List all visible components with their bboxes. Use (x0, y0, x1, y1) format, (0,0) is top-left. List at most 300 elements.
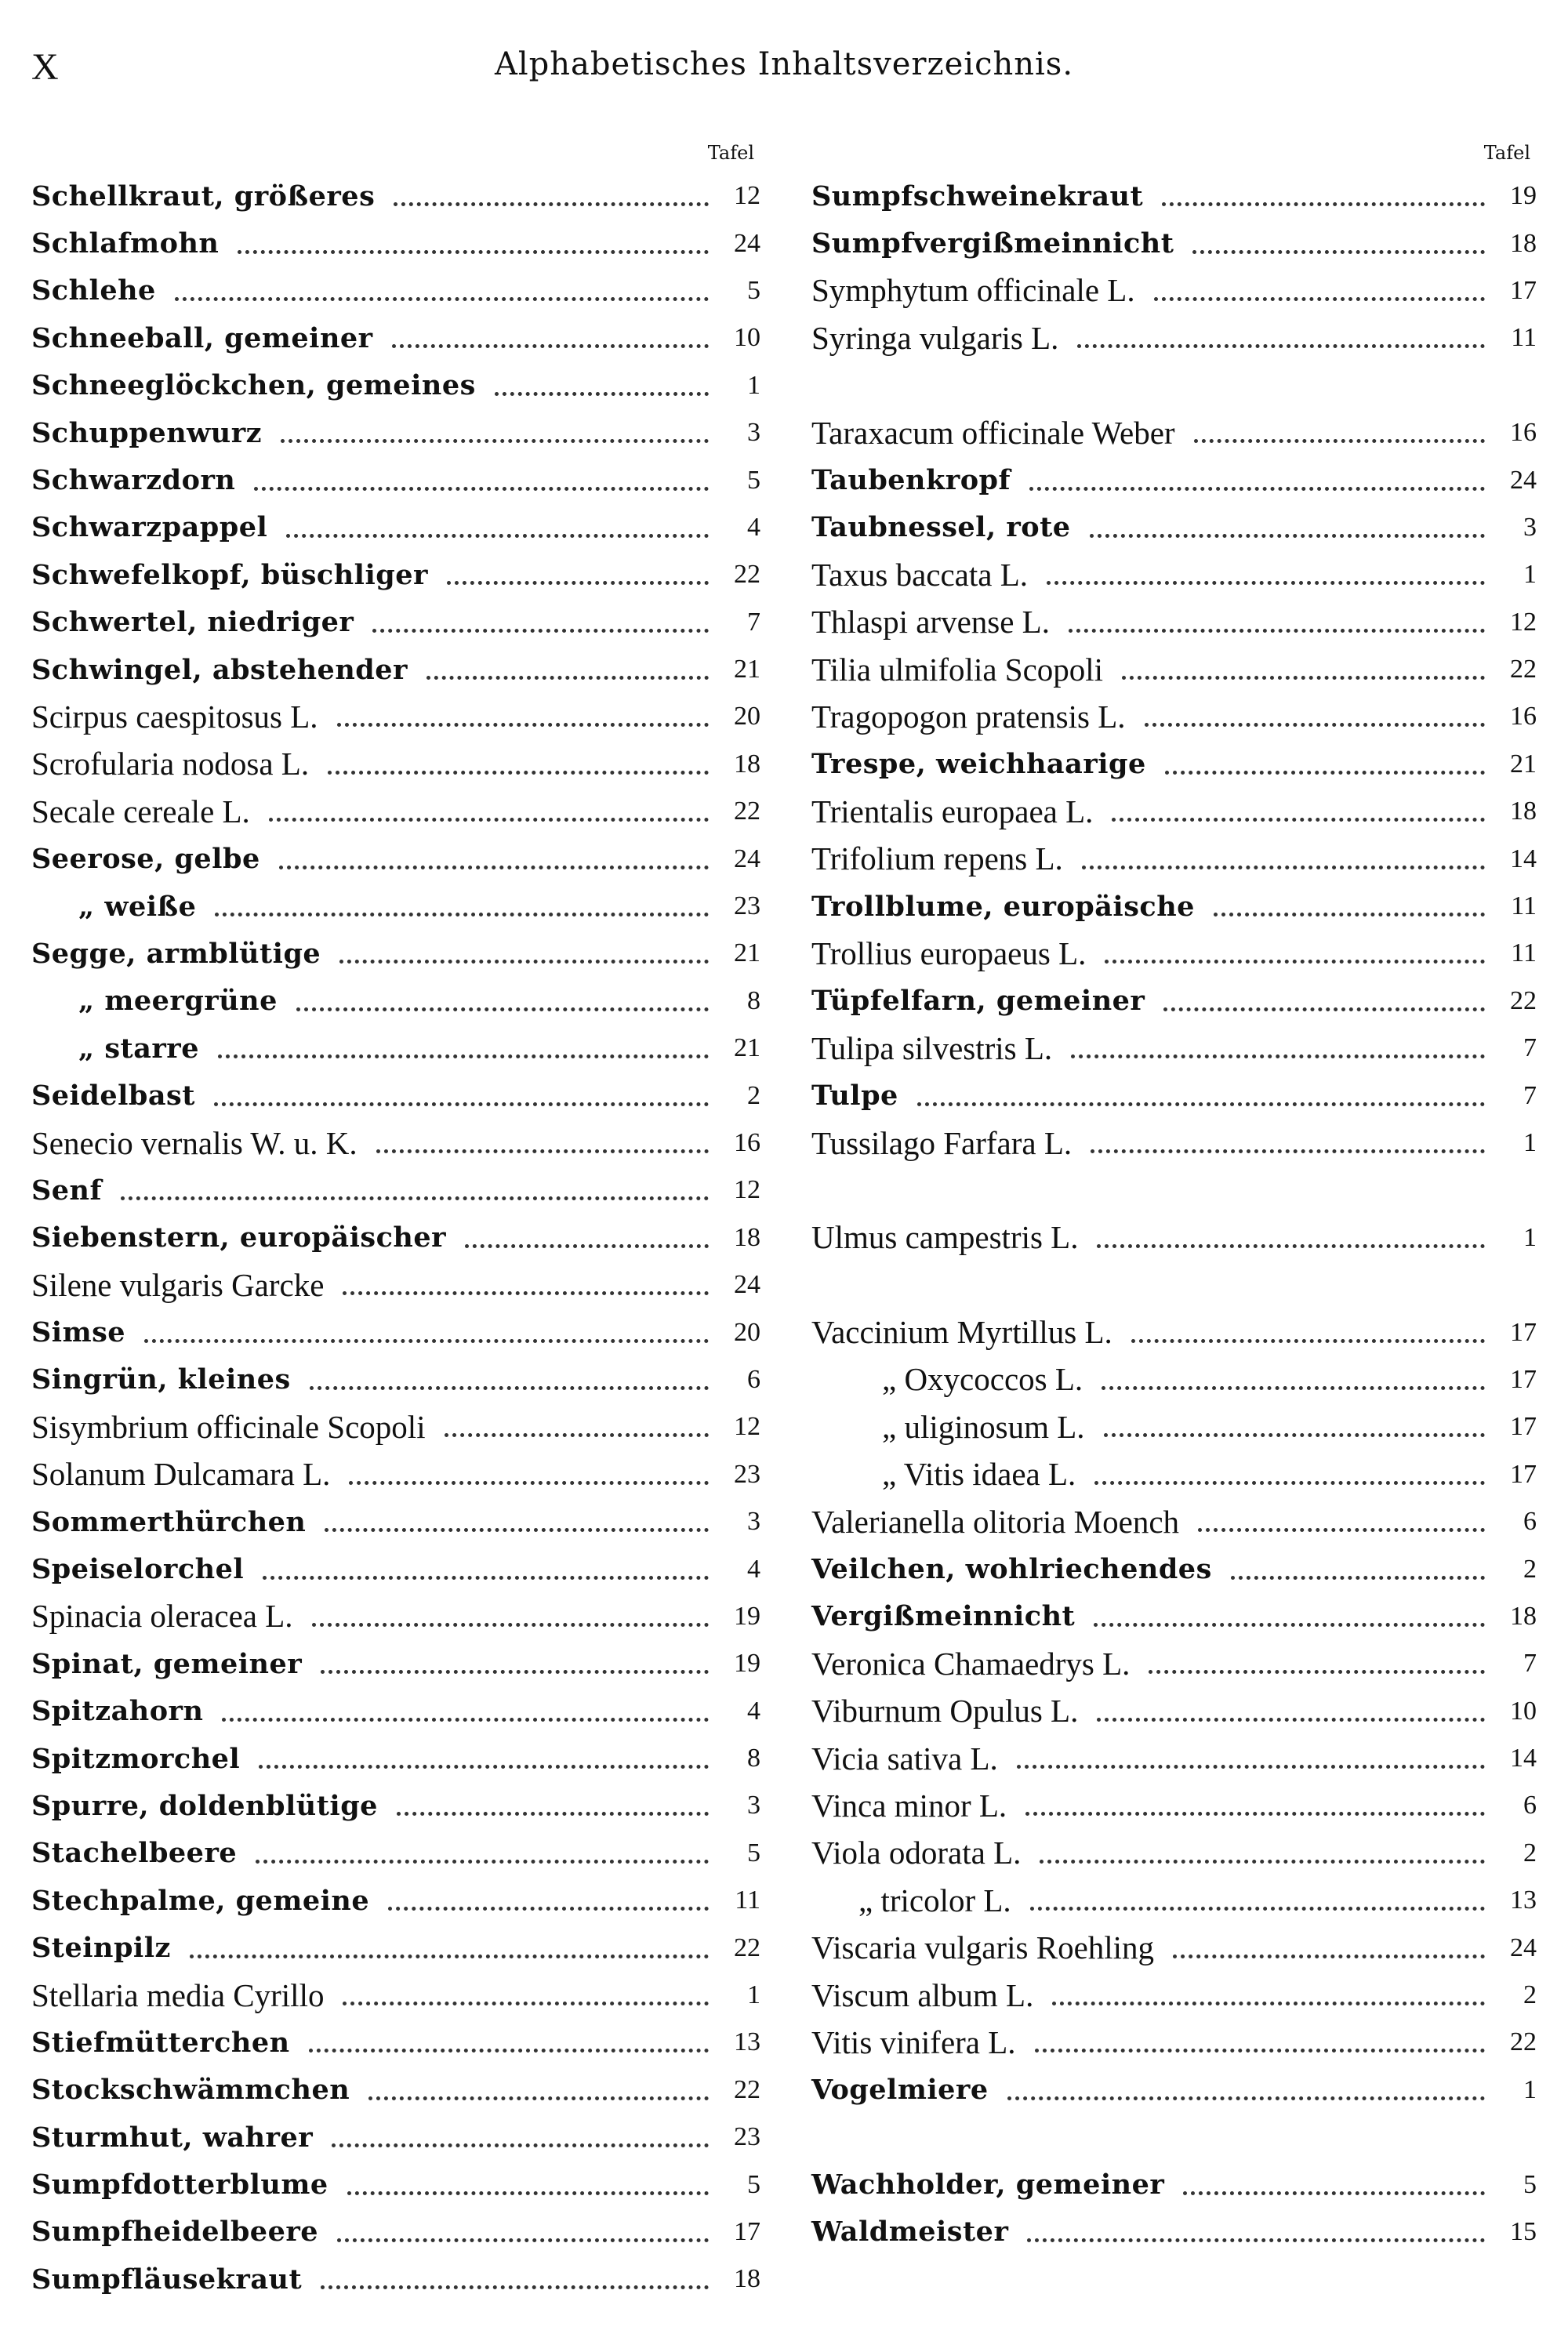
dot-leader (388, 1906, 709, 1911)
plate-column-heading: Tafel (1483, 142, 1530, 164)
plate-number: 17 (1510, 1364, 1537, 1394)
index-entry-list (811, 172, 1537, 2256)
plate-number: 8 (747, 1744, 760, 1773)
dot-leader (1077, 343, 1485, 348)
plate-number: 18 (734, 1222, 760, 1252)
entry-name: Stellaria media Cyrillo (31, 1976, 325, 2013)
entry-name: Vicia sativa L. (811, 1740, 998, 1777)
index-entry (811, 741, 1537, 788)
entry-name: Sumpfvergißmeinnicht (811, 227, 1174, 260)
entry-name: Senf (31, 1174, 103, 1207)
dot-leader (190, 1954, 709, 1958)
plate-number: 23 (734, 891, 760, 921)
entry-name: Vergißmeinnicht (811, 1600, 1076, 1633)
index-entry (811, 2067, 1537, 2114)
entry-name: „ Oxycoccos L. (882, 1361, 1083, 1398)
dot-leader (426, 675, 709, 680)
dot-leader (1082, 865, 1485, 869)
plate-number: 11 (1511, 938, 1537, 968)
plate-number: 17 (1510, 1412, 1537, 1442)
entry-name: Schlafmohn (31, 227, 220, 260)
plate-number: 23 (734, 1459, 760, 1489)
entry-name: „ uliginosum L. (882, 1408, 1085, 1445)
index-entry (31, 1403, 760, 1450)
entry-name: Spinat, gemeiner (31, 1647, 303, 1680)
dot-leader (445, 1432, 709, 1437)
entry-name: Sturmhut, wahrer (31, 2121, 314, 2154)
index-entry (811, 1120, 1537, 1167)
entry-name: Taubenkropf (811, 464, 1011, 497)
entry-name: Tragopogon pratensis L. (811, 698, 1126, 735)
index-entry (811, 930, 1537, 977)
plate-number: 18 (1510, 797, 1537, 826)
index-entry (31, 646, 760, 693)
index-entry (31, 1545, 760, 1592)
dot-leader (347, 2190, 709, 2195)
entry-name: Thlaspi arvense L. (811, 604, 1050, 641)
index-entry (31, 2019, 760, 2066)
dot-leader (214, 1102, 709, 1106)
index-entry (31, 1924, 760, 1971)
entry-name: Veilchen, wohlriechendes (811, 1553, 1212, 1586)
plate-number: 22 (1510, 655, 1537, 684)
dot-leader (1025, 1811, 1485, 1816)
entry-name: Valerianella olitoria Moench (811, 1503, 1180, 1540)
plate-number: 13 (1510, 1886, 1537, 1915)
dot-leader (343, 1290, 709, 1295)
index-entry (31, 978, 760, 1025)
index-entry (31, 1593, 760, 1640)
dot-leader (238, 249, 709, 254)
index-entry (811, 551, 1537, 598)
plate-number: 7 (747, 607, 760, 637)
plate-number: 1 (1523, 1128, 1537, 1157)
entry-name: Singrün, kleines (31, 1363, 291, 1396)
dot-leader (312, 1622, 709, 1627)
index-entry (31, 2209, 760, 2256)
dot-leader (376, 1149, 709, 1153)
dot-leader (1030, 1906, 1485, 1911)
index-entry (31, 1782, 760, 1829)
page-number: X (31, 46, 59, 88)
index-entry (811, 835, 1537, 882)
dot-leader (1052, 2001, 1485, 2005)
index-entry (811, 1877, 1537, 1924)
dot-leader (321, 2285, 709, 2289)
entry-name: Viscaria vulgaris Roehling (811, 1929, 1155, 1966)
plate-number: 20 (734, 1317, 760, 1347)
dot-leader (1040, 1859, 1485, 1864)
plate-number: 13 (734, 2027, 760, 2057)
entry-name: Vinca minor L. (811, 1787, 1007, 1824)
entry-name: Syringa vulgaris L. (811, 319, 1059, 356)
entry-name: Stiefmütterchen (31, 2026, 290, 2059)
index-entry (811, 599, 1537, 646)
index-spacer (811, 1261, 1537, 1308)
plate-number: 17 (734, 2216, 760, 2246)
index-entry (31, 2256, 760, 2303)
index-entry (811, 1498, 1537, 1545)
entry-name: Schwertel, niedriger (31, 606, 354, 639)
index-entry (31, 1120, 760, 1167)
entry-name: Wachholder, gemeiner (811, 2169, 1165, 2201)
entry-name: „ Vitis idaea L. (882, 1456, 1076, 1493)
index-entry (811, 1545, 1537, 1592)
index-entry (31, 1261, 760, 1308)
index-spacer (811, 1167, 1537, 1214)
index-entry (811, 693, 1537, 740)
index-entry (31, 2067, 760, 2114)
dot-leader (1035, 2048, 1485, 2053)
page-header (0, 0, 1568, 110)
plate-number: 4 (747, 1696, 760, 1726)
entry-name: Spurre, doldenblütige (31, 1789, 378, 1822)
index-entry (811, 267, 1537, 314)
entry-name: Sumpfläusekraut (31, 2263, 303, 2296)
plate-number: 1 (1523, 1222, 1537, 1252)
index-entry (31, 930, 760, 977)
dot-leader (1192, 249, 1485, 254)
entry-name: Schwarzdorn (31, 464, 236, 497)
plate-number: 10 (1510, 1696, 1537, 1726)
dot-leader (296, 1007, 709, 1011)
entry-name: Schwarzpappel (31, 511, 268, 544)
plate-number: 18 (1510, 1601, 1537, 1631)
entry-name: Scirpus caespitosus L. (31, 698, 318, 735)
plate-number: 10 (734, 323, 760, 353)
index-entry (811, 978, 1537, 1025)
index-entry (31, 835, 760, 882)
plate-number: 22 (734, 1933, 760, 1962)
entry-name: Solanum Dulcamara L. (31, 1456, 331, 1493)
entry-name: Schwefelkopf, büschliger (31, 558, 428, 591)
entry-name: Stachelbeere (31, 1837, 238, 1870)
entry-name: Taxus baccata L. (811, 556, 1029, 593)
index-entry (811, 646, 1537, 693)
plate-number: 12 (734, 181, 760, 211)
index-entry (31, 362, 760, 409)
index-entry (811, 1025, 1537, 1072)
dot-leader (1131, 1338, 1485, 1343)
index-entry (31, 1451, 760, 1498)
entry-name: „ starre (78, 1032, 200, 1065)
plate-number: 16 (1510, 702, 1537, 731)
entry-name: Tussilago Farfara L. (811, 1124, 1073, 1161)
dot-leader (1069, 628, 1485, 633)
plate-number: 2 (1523, 1838, 1537, 1867)
entry-name: Seerose, gelbe (31, 843, 260, 876)
entry-name: Siebenstern, europäischer (31, 1221, 447, 1254)
entry-name: Senecio vernalis W. u. K. (31, 1124, 358, 1161)
plate-number: 21 (1510, 749, 1537, 779)
plate-number: 1 (1523, 560, 1537, 590)
plate-number: 4 (747, 512, 760, 542)
index-entry (31, 741, 760, 788)
dot-leader (392, 343, 709, 348)
entry-name: Viola odorata L. (811, 1835, 1022, 1871)
entry-name: Tulpe (811, 1080, 898, 1112)
dot-leader (394, 201, 709, 206)
index-entry (31, 314, 760, 361)
index-entry (31, 693, 760, 740)
plate-number: 22 (734, 2074, 760, 2104)
index-entry (31, 1214, 760, 1261)
index-entry (31, 1972, 760, 2019)
plate-number: 3 (747, 418, 760, 448)
index-entry (31, 551, 760, 598)
index-column-right (811, 133, 1537, 2256)
dot-leader (1173, 1954, 1485, 1958)
entry-name: „ tricolor L. (858, 1882, 1011, 1918)
dot-leader (1090, 533, 1485, 538)
dot-leader (465, 1243, 709, 1248)
dot-leader (286, 533, 709, 538)
entry-name: „ weiße (78, 890, 197, 923)
index-entry (811, 456, 1537, 503)
plate-number: 7 (1523, 1649, 1537, 1679)
index-entry (811, 314, 1537, 361)
plate-number: 8 (747, 985, 760, 1015)
plate-number: 5 (747, 465, 760, 495)
dot-leader (1162, 201, 1485, 206)
entry-name: Scrofularia nodosa L. (31, 746, 310, 782)
dot-leader (121, 1196, 709, 1200)
index-entry (31, 599, 760, 646)
entry-name: Spinacia oleracea L. (31, 1598, 293, 1635)
entry-name: Stechpalme, gemeine (31, 1884, 370, 1917)
index-entry (31, 1830, 760, 1877)
plate-number: 18 (1510, 228, 1537, 258)
dot-leader (218, 1054, 709, 1058)
entry-name: Schellkraut, größeres (31, 180, 376, 212)
entry-name: Schuppenwurz (31, 416, 263, 449)
entry-name: Waldmeister (811, 2216, 1009, 2249)
entry-name: Ulmus campestris L. (811, 1219, 1079, 1256)
dot-leader (372, 628, 709, 633)
dot-leader (1149, 1669, 1485, 1674)
entry-name: Veronica Chamaedrys L. (811, 1645, 1131, 1682)
dot-leader (1154, 296, 1485, 301)
plate-number: 12 (1510, 607, 1537, 637)
index-entry (811, 409, 1537, 456)
index-entry (31, 1072, 760, 1119)
plate-number: 3 (747, 1507, 760, 1537)
entry-name: Seidelbast (31, 1080, 195, 1112)
plate-number: 21 (734, 655, 760, 684)
dot-leader (309, 2048, 709, 2053)
index-entry (811, 220, 1537, 267)
index-entry (31, 1688, 760, 1735)
plate-number: 22 (1510, 2027, 1537, 2057)
dot-leader (1112, 817, 1485, 822)
plate-number: 5 (747, 275, 760, 305)
index-entry (811, 883, 1537, 930)
index-entry (811, 1308, 1537, 1356)
dot-leader (1027, 2238, 1485, 2242)
dot-leader (1231, 1575, 1485, 1580)
entry-name: Vitis vinifera L. (811, 2024, 1016, 2060)
plate-number: 6 (1523, 1507, 1537, 1537)
dot-leader (1198, 1527, 1485, 1532)
plate-number: 7 (1523, 1033, 1537, 1063)
index-entry (31, 267, 760, 314)
plate-number: 5 (747, 1838, 760, 1867)
entry-name: Taraxacum officinale Weber (811, 414, 1175, 451)
index-entry (811, 1640, 1537, 1687)
index-entry-list (31, 172, 760, 2303)
index-entry (31, 883, 760, 930)
dot-leader (1214, 912, 1485, 916)
index-entry (31, 1640, 760, 1687)
dot-leader (1091, 1149, 1485, 1153)
plate-number: 19 (734, 1601, 760, 1631)
dot-leader (337, 722, 709, 727)
plate-number: 7 (1523, 1080, 1537, 1110)
dot-leader (495, 391, 709, 396)
entry-name: Silene vulgaris Garcke (31, 1266, 325, 1303)
index-entry (31, 1308, 760, 1356)
dot-leader (279, 865, 709, 869)
index-entry (31, 1877, 760, 1924)
index-entry (811, 2019, 1537, 2066)
index-entry (811, 1072, 1537, 1119)
plate-number: 19 (1510, 181, 1537, 211)
entry-name: Tulipa silvestris L. (811, 1029, 1053, 1066)
index-entry (811, 1403, 1537, 1450)
index-entry (31, 2161, 760, 2208)
page-title: Alphabetisches Inhaltsverzeichnis. (494, 46, 1074, 82)
entry-name: Vaccinium Myrtillus L. (811, 1314, 1112, 1351)
dot-leader (281, 438, 709, 443)
dot-leader (215, 912, 709, 916)
plate-number: 23 (734, 2122, 760, 2152)
plate-number: 24 (734, 844, 760, 873)
plate-number: 21 (734, 1033, 760, 1063)
dot-leader (447, 580, 709, 585)
plate-number: 5 (1523, 2169, 1537, 2199)
dot-leader (1071, 1054, 1485, 1058)
index-entry (811, 1688, 1537, 1735)
index-entry (811, 1451, 1537, 1498)
entry-name: Symphytum officinale L. (811, 272, 1135, 309)
entry-name: Trespe, weichhaarige (811, 748, 1146, 781)
entry-name: Schlehe (31, 274, 156, 307)
dot-leader (1183, 2190, 1485, 2195)
plate-number: 1 (747, 1980, 760, 2010)
plate-number: 24 (734, 1270, 760, 1300)
index-entry (31, 456, 760, 503)
plate-number: 17 (1510, 1459, 1537, 1489)
index-entry (811, 172, 1537, 220)
dot-leader (1102, 1385, 1485, 1390)
dot-leader (328, 770, 709, 775)
entry-name: Trollblume, europäische (811, 890, 1195, 923)
index-entry (811, 2209, 1537, 2256)
dot-leader (1097, 1243, 1485, 1248)
index-entry (31, 504, 760, 551)
plate-number: 22 (734, 560, 760, 590)
index-entry (31, 1025, 760, 1072)
dot-leader (1097, 1717, 1485, 1722)
entry-name: „ meergrüne (78, 985, 278, 1018)
entry-name: Schneeball, gemeiner (31, 321, 373, 354)
dot-leader (1122, 675, 1485, 680)
entry-name: Simse (31, 1316, 126, 1349)
dot-leader (325, 1527, 709, 1532)
plate-number: 3 (747, 1791, 760, 1820)
plate-number: 1 (747, 370, 760, 400)
entry-name: Sommerthürchen (31, 1505, 307, 1538)
dot-leader (1094, 1480, 1485, 1485)
dot-leader (349, 1480, 709, 1485)
plate-number: 17 (1510, 275, 1537, 305)
index-entry (811, 1972, 1537, 2019)
plate-number: 6 (1523, 1791, 1537, 1820)
plate-number: 15 (1510, 2216, 1537, 2246)
entry-name: Vogelmiere (811, 2074, 989, 2107)
index-entry (811, 2161, 1537, 2208)
entry-name: Taubnessel, rote (811, 511, 1071, 544)
dot-leader (1104, 1432, 1485, 1437)
dot-leader (254, 486, 709, 491)
plate-number: 22 (1510, 985, 1537, 1015)
dot-leader (1145, 722, 1486, 727)
entry-name: Spitzahorn (31, 1695, 204, 1728)
plate-number: 11 (1511, 323, 1537, 353)
plate-number: 4 (747, 1554, 760, 1584)
plate-number: 14 (1510, 844, 1537, 873)
plate-number: 22 (734, 797, 760, 826)
index-entry (811, 1735, 1537, 1782)
plate-number: 24 (734, 228, 760, 258)
index-entry (811, 788, 1537, 835)
entry-name: Stockschwämmchen (31, 2074, 350, 2107)
entry-name: Viscum album L. (811, 1976, 1034, 2013)
entry-name: Sumpfheidelbeere (31, 2216, 319, 2249)
dot-leader (337, 2238, 709, 2242)
entry-name: Sumpfschweinekraut (811, 180, 1144, 212)
plate-number: 24 (1510, 1933, 1537, 1962)
plate-number: 6 (747, 1364, 760, 1394)
dot-leader (1163, 1007, 1485, 1011)
dot-leader (1194, 438, 1485, 443)
plate-number: 12 (734, 1412, 760, 1442)
dot-leader (339, 959, 709, 964)
dot-leader (144, 1338, 709, 1343)
index-entry (811, 1214, 1537, 1261)
index-entry (811, 1924, 1537, 1971)
entry-name: Schwingel, abstehender (31, 653, 408, 686)
entry-name: Segge, armblütige (31, 937, 321, 970)
index-entry (811, 1830, 1537, 1877)
dot-leader (1029, 486, 1485, 491)
dot-leader (1017, 1764, 1485, 1769)
plate-number: 5 (747, 2169, 760, 2199)
index-spacer (811, 2114, 1537, 2161)
entry-name: Sumpfdotterblume (31, 2169, 328, 2201)
plate-number: 11 (735, 1886, 760, 1915)
dot-leader (1094, 1622, 1485, 1627)
dot-leader (397, 1811, 709, 1816)
plate-number: 16 (734, 1128, 760, 1157)
plate-number: 18 (734, 749, 760, 779)
plate-number: 12 (734, 1175, 760, 1205)
dot-leader (343, 2001, 709, 2005)
index-entry (811, 504, 1537, 551)
dot-leader (332, 2143, 709, 2147)
plate-number: 2 (747, 1080, 760, 1110)
dot-leader (1165, 770, 1485, 775)
